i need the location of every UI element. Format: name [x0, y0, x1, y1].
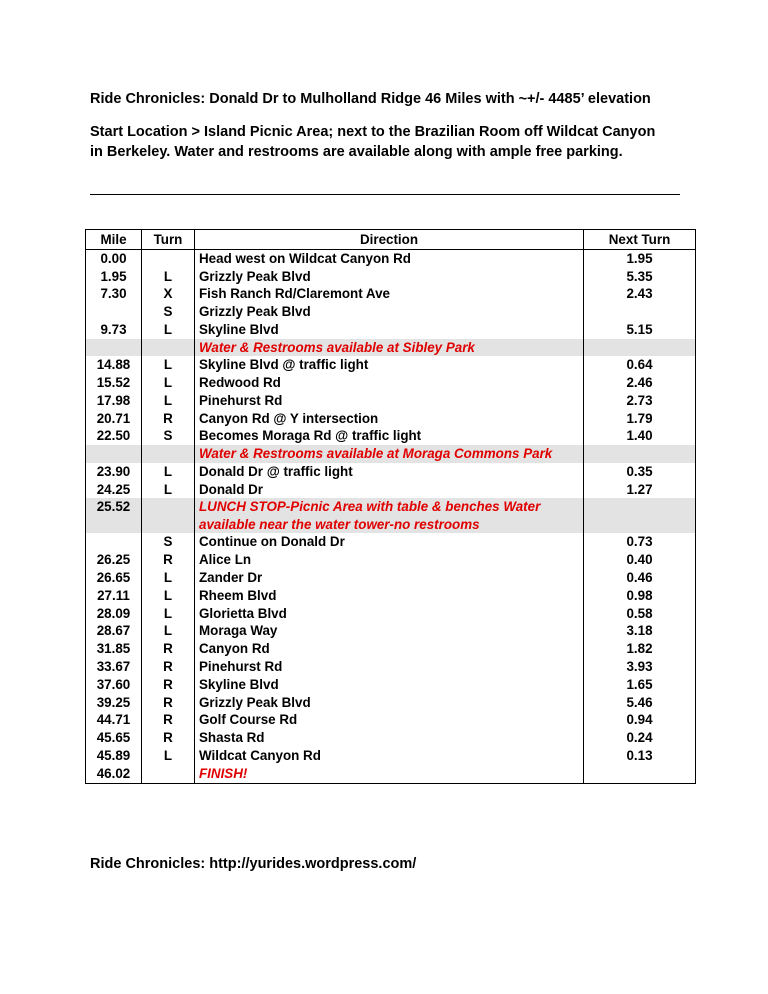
header-direction: Direction [195, 230, 584, 250]
table-row [86, 640, 696, 658]
cell-direction: LUNCH STOP-Picnic Area with table & benches Water available near the water tower-no restrooms [195, 498, 584, 533]
cell-mile: 45.65 [86, 729, 142, 747]
cell-next-turn: 0.35 [584, 463, 696, 481]
cell-next-turn: 0.94 [584, 711, 696, 729]
cell-turn: L [142, 481, 195, 499]
table-row [86, 410, 696, 428]
cell-direction: Fish Ranch Rd/Claremont Ave [195, 285, 584, 303]
footer-link-text: Ride Chronicles: http://yurides.wordpress.com/ [90, 856, 417, 872]
cell-next-turn: 2.46 [584, 374, 696, 392]
cell-next-turn [584, 445, 696, 463]
cell-direction: Shasta Rd [195, 729, 584, 747]
cell-direction: Redwood Rd [195, 374, 584, 392]
table-row [86, 587, 696, 605]
cell-next-turn: 3.18 [584, 622, 696, 640]
cell-next-turn: 5.15 [584, 321, 696, 339]
cell-direction: Wildcat Canyon Rd [195, 747, 584, 765]
table-row [86, 711, 696, 729]
table-row [86, 747, 696, 765]
table-row [86, 445, 696, 463]
cell-next-turn [584, 498, 696, 533]
cell-turn: X [142, 285, 195, 303]
cell-mile: 20.71 [86, 410, 142, 428]
cell-turn: L [142, 321, 195, 339]
cell-turn [142, 765, 195, 783]
table-row [86, 605, 696, 623]
table-row [86, 569, 696, 587]
cell-direction: Zander Dr [195, 569, 584, 587]
cell-mile: 31.85 [86, 640, 142, 658]
cell-direction: Grizzly Peak Blvd [195, 694, 584, 712]
cell-mile: 45.89 [86, 747, 142, 765]
table-row [86, 285, 696, 303]
header-turn: Turn [142, 230, 195, 250]
cell-mile: 28.67 [86, 622, 142, 640]
cell-direction: Donald Dr @ traffic light [195, 463, 584, 481]
cell-direction: FINISH! [195, 765, 584, 783]
cue-sheet-body [86, 249, 696, 783]
cell-turn: L [142, 392, 195, 410]
cell-mile: 15.52 [86, 374, 142, 392]
cue-sheet-table [85, 229, 696, 784]
cell-turn: R [142, 410, 195, 428]
table-row [86, 622, 696, 640]
cell-mile: 39.25 [86, 694, 142, 712]
cell-next-turn: 1.95 [584, 249, 696, 267]
cell-next-turn: 1.79 [584, 410, 696, 428]
cell-next-turn: 1.82 [584, 640, 696, 658]
cell-direction: Alice Ln [195, 551, 584, 569]
cell-mile [86, 339, 142, 357]
cell-turn: R [142, 711, 195, 729]
cell-mile: 46.02 [86, 765, 142, 783]
cell-direction: Canyon Rd [195, 640, 584, 658]
cell-direction: Grizzly Peak Blvd [195, 268, 584, 286]
cell-turn: L [142, 356, 195, 374]
cell-turn: L [142, 463, 195, 481]
cell-turn [142, 249, 195, 267]
cell-turn [142, 498, 195, 533]
cell-turn: S [142, 303, 195, 321]
cell-next-turn: 0.40 [584, 551, 696, 569]
cell-mile: 1.95 [86, 268, 142, 286]
table-row [86, 463, 696, 481]
table-row [86, 268, 696, 286]
cell-direction: Water & Restrooms available at Sibley Park [195, 339, 584, 357]
cell-mile [86, 303, 142, 321]
table-row [86, 676, 696, 694]
table-row [86, 533, 696, 551]
table-row [86, 303, 696, 321]
cell-direction: Rheem Blvd [195, 587, 584, 605]
cell-turn: R [142, 551, 195, 569]
cell-mile [86, 533, 142, 551]
table-row [86, 551, 696, 569]
cell-mile: 44.71 [86, 711, 142, 729]
table-row [86, 321, 696, 339]
cell-next-turn: 0.98 [584, 587, 696, 605]
table-row [86, 694, 696, 712]
table-row [86, 374, 696, 392]
cell-mile: 7.30 [86, 285, 142, 303]
cell-direction: Skyline Blvd @ traffic light [195, 356, 584, 374]
cell-direction: Skyline Blvd [195, 321, 584, 339]
cell-next-turn: 3.93 [584, 658, 696, 676]
cell-turn: S [142, 427, 195, 445]
cell-direction: Glorietta Blvd [195, 605, 584, 623]
cell-mile: 0.00 [86, 249, 142, 267]
cell-turn: R [142, 640, 195, 658]
table-row [86, 658, 696, 676]
cell-mile: 27.11 [86, 587, 142, 605]
cell-direction: Grizzly Peak Blvd [195, 303, 584, 321]
cell-direction: Skyline Blvd [195, 676, 584, 694]
cell-mile: 26.25 [86, 551, 142, 569]
cell-next-turn: 1.40 [584, 427, 696, 445]
cell-turn: L [142, 605, 195, 623]
cell-mile: 17.98 [86, 392, 142, 410]
cell-turn: R [142, 694, 195, 712]
cell-turn: S [142, 533, 195, 551]
cell-mile: 25.52 [86, 498, 142, 533]
cell-next-turn: 2.73 [584, 392, 696, 410]
table-row [86, 392, 696, 410]
cell-mile: 33.67 [86, 658, 142, 676]
cell-turn: L [142, 622, 195, 640]
cell-mile [86, 445, 142, 463]
table-row [86, 339, 696, 357]
cell-next-turn: 5.46 [584, 694, 696, 712]
cell-turn: L [142, 374, 195, 392]
cell-turn: L [142, 747, 195, 765]
cell-direction: Head west on Wildcat Canyon Rd [195, 249, 584, 267]
cell-next-turn [584, 339, 696, 357]
cell-next-turn: 0.58 [584, 605, 696, 623]
cell-turn: R [142, 729, 195, 747]
cell-direction: Donald Dr [195, 481, 584, 499]
table-row [86, 427, 696, 445]
start-location-text: Start Location > Island Picnic Area; next to the Brazilian Room off Wildcat Canyon in Berkeley. Water and restrooms are available along with ample free parking. [90, 124, 656, 160]
table-row [86, 765, 696, 783]
cell-turn [142, 445, 195, 463]
cell-direction: Water & Restrooms available at Moraga Commons Park [195, 445, 584, 463]
cell-mile: 26.65 [86, 569, 142, 587]
cell-direction: Pinehurst Rd [195, 392, 584, 410]
cell-turn: R [142, 676, 195, 694]
cell-next-turn: 2.43 [584, 285, 696, 303]
table-row [86, 356, 696, 374]
cell-next-turn: 0.73 [584, 533, 696, 551]
cell-mile: 37.60 [86, 676, 142, 694]
cell-mile: 24.25 [86, 481, 142, 499]
cell-turn: L [142, 268, 195, 286]
cell-turn: L [142, 587, 195, 605]
cell-next-turn: 0.13 [584, 747, 696, 765]
table-row [86, 249, 696, 267]
cell-mile: 22.50 [86, 427, 142, 445]
cell-direction: Becomes Moraga Rd @ traffic light [195, 427, 584, 445]
header-next-turn: Next Turn [584, 230, 696, 250]
cell-turn: R [142, 658, 195, 676]
cell-next-turn: 1.27 [584, 481, 696, 499]
table-row [86, 729, 696, 747]
table-header-row [86, 230, 696, 250]
cell-mile: 23.90 [86, 463, 142, 481]
header-mile: Mile [86, 230, 142, 250]
cell-mile: 28.09 [86, 605, 142, 623]
cell-direction: Golf Course Rd [195, 711, 584, 729]
cell-mile: 9.73 [86, 321, 142, 339]
cell-next-turn: 0.24 [584, 729, 696, 747]
cell-next-turn [584, 303, 696, 321]
table-row [86, 481, 696, 499]
cell-mile: 14.88 [86, 356, 142, 374]
cell-next-turn: 5.35 [584, 268, 696, 286]
table-row [86, 498, 696, 533]
cell-direction: Continue on Donald Dr [195, 533, 584, 551]
cell-next-turn [584, 765, 696, 783]
cell-turn [142, 339, 195, 357]
horizontal-divider [90, 194, 680, 195]
cell-direction: Pinehurst Rd [195, 658, 584, 676]
cell-next-turn: 1.65 [584, 676, 696, 694]
cell-direction: Canyon Rd @ Y intersection [195, 410, 584, 428]
document-title: Ride Chronicles: Donald Dr to Mulholland Ridge 46 Miles with ~+/- 4485’ elevation [90, 91, 651, 107]
cell-turn: L [142, 569, 195, 587]
cell-direction: Moraga Way [195, 622, 584, 640]
cell-next-turn: 0.46 [584, 569, 696, 587]
cell-next-turn: 0.64 [584, 356, 696, 374]
